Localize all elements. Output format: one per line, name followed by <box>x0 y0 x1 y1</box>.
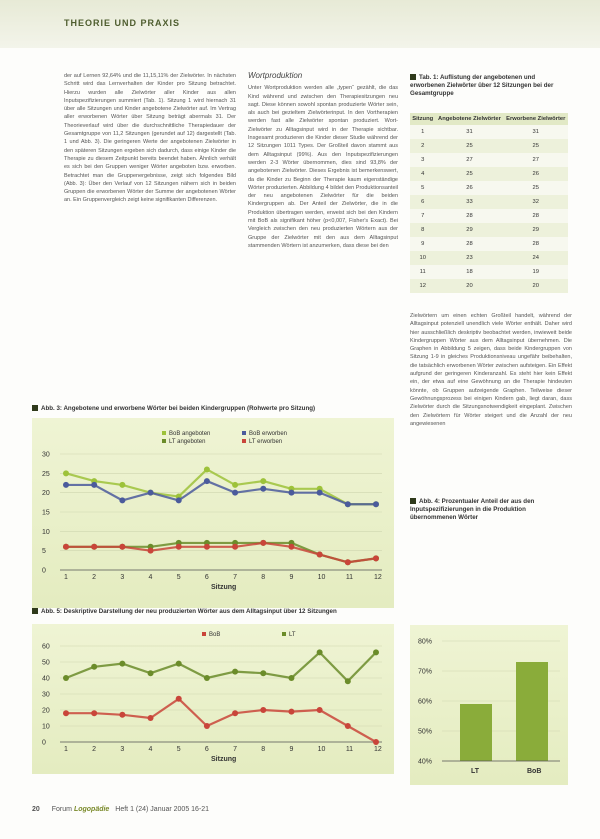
data-point <box>204 466 210 472</box>
data-point <box>345 723 351 729</box>
table-cell: 9 <box>410 237 435 251</box>
legend-swatch <box>202 632 206 636</box>
table-cell: 26 <box>503 167 568 181</box>
table-cell: 20 <box>503 279 568 293</box>
data-point <box>373 739 379 745</box>
table-cell: 29 <box>503 223 568 237</box>
table-header-erworbene: Erworbene Zielwörter <box>503 113 568 125</box>
x-tick-label: 7 <box>233 574 237 581</box>
column-3-paragraph: Zielwörtern um einen echten Großteil handelt, während der Alltagsinput potenziell unendlich viele Wörter enthält. Daher wird hier ausschließlich deskriptiv beobachtet werden, inwieweit beide Kindergruppen Wörter aus dem Alltagsinput übernehmen. Die Graphen in Abbildung 5 zeigen, dass beide Kindergruppen von Sitzung 1-9 in gleiches Produktionsniveau ungefähr beibehalten, die tatsächlich erworbenen Wörter zwischen aufsteigen. Ein Effekt aufgrund der geringeren Kinderanzahl. Es steht hier kein Effekt ein, der etwa auf eine Gewöhnung an die Therapie hindeuten könnte, ob Gruppen aufzeigende Graphen. Teilweise dieser Gewöhnungsprozess bei einigen Kindern gab, liegt daran, dass Zielwörter durch die Sitzungsnotwendigkeit eingeplant. Zwischen den Zielwörtern für Wörter steigert und die Anzahl der neu angewiesenen <box>410 313 572 427</box>
series-line <box>66 699 376 742</box>
issue-info: Heft 1 (24) Januar 2005 16-21 <box>115 806 210 813</box>
data-point <box>63 470 69 476</box>
data-point <box>204 478 210 484</box>
legend-label: LT <box>289 632 296 638</box>
chart-abb3-svg <box>32 418 394 608</box>
chart-abb5 <box>32 624 394 774</box>
y-tick-label: 60 <box>42 643 50 651</box>
data-point <box>260 540 266 546</box>
data-point <box>345 559 351 565</box>
data-point <box>288 709 294 715</box>
data-point <box>148 670 154 676</box>
table-cell: 28 <box>503 209 568 223</box>
x-tick-label: 8 <box>261 574 266 581</box>
table-row <box>410 139 568 153</box>
y-tick-label: 10 <box>42 528 50 536</box>
table-cell: 1 <box>410 125 435 139</box>
legend-label: BoB angeboten <box>169 431 211 437</box>
abb4-caption: Abb. 4: Prozentualer Anteil der aus den Inputspezifizierungen in die Produktion übernommenen Wörter <box>410 498 535 521</box>
x-tick-label: BoB <box>527 768 542 775</box>
data-point <box>232 490 238 496</box>
chart-abb3 <box>32 418 394 608</box>
column-1-text <box>64 72 236 372</box>
section-title: THEORIE UND PRAXIS <box>64 18 181 28</box>
x-tick-label: 4 <box>148 746 153 753</box>
table-cell: 4 <box>410 167 435 181</box>
y-tick-label: 30 <box>42 451 50 459</box>
abb3-caption: Abb. 3: Angebotene und erworbene Wörter bei beiden Kindergruppen (Rohwerte pro Sitzung) <box>32 405 402 413</box>
caption-marker-icon <box>410 498 416 504</box>
abb5-caption: Abb. 5: Deskriptive Darstellung der neu produzierten Wörter aus dem Alltagsinput über 12 Sitzungen <box>32 608 402 616</box>
bar <box>516 662 548 761</box>
chart-abb4 <box>410 625 568 785</box>
data-point <box>119 712 125 718</box>
data-point <box>288 675 294 681</box>
data-point <box>373 649 379 655</box>
data-point <box>345 501 351 507</box>
table-row <box>410 279 568 293</box>
data-point <box>204 544 210 550</box>
table-header-angebotene: Angebotene Zielwörter <box>435 113 503 125</box>
table-row <box>410 251 568 265</box>
data-point <box>345 678 351 684</box>
table-cell: 10 <box>410 251 435 265</box>
data-point <box>317 649 323 655</box>
x-tick-label: 5 <box>176 574 181 581</box>
table-zielwoerter <box>410 113 568 293</box>
table-header-row <box>410 113 568 125</box>
x-tick-label: 10 <box>317 574 326 581</box>
table-cell: 26 <box>435 181 503 195</box>
table-cell: 25 <box>503 181 568 195</box>
journal-name: Forum <box>51 806 72 813</box>
data-point <box>91 482 97 488</box>
table-row <box>410 223 568 237</box>
legend-label: BoB erworben <box>249 431 288 437</box>
page-number: 20 <box>32 806 40 813</box>
data-point <box>204 723 210 729</box>
data-point <box>63 710 69 716</box>
x-tick-label: 11 <box>345 574 354 581</box>
data-point <box>176 497 182 503</box>
data-point <box>232 482 238 488</box>
table-cell: 11 <box>410 265 435 279</box>
table-row <box>410 209 568 223</box>
data-point <box>91 544 97 550</box>
x-tick-label: 9 <box>289 574 294 581</box>
bar <box>460 704 492 761</box>
data-point <box>232 669 238 675</box>
x-tick-label: 8 <box>261 746 266 753</box>
table-cell: 31 <box>503 125 568 139</box>
data-point <box>119 661 125 667</box>
x-tick-label: 4 <box>148 574 153 581</box>
y-tick-label: 40 <box>42 675 50 683</box>
y-tick-label: 50% <box>418 728 433 736</box>
data-point <box>232 710 238 716</box>
data-point <box>373 555 379 561</box>
y-tick-label: 80% <box>418 638 433 646</box>
column-2-text <box>248 72 398 392</box>
column-3-text <box>410 312 572 492</box>
data-point <box>91 710 97 716</box>
series-line <box>66 652 376 681</box>
chart-abb4-svg <box>410 625 568 785</box>
table-row <box>410 181 568 195</box>
data-point <box>317 552 323 558</box>
x-tick-label: 1 <box>64 746 68 753</box>
y-tick-label: 20 <box>42 707 50 715</box>
x-tick-label: 9 <box>289 746 294 753</box>
table-cell: 25 <box>435 139 503 153</box>
data-point <box>176 696 182 702</box>
data-point <box>204 675 210 681</box>
legend-label: BoB <box>209 632 221 638</box>
table-row <box>410 167 568 181</box>
x-tick-label: 10 <box>317 746 326 753</box>
x-tick-label: 7 <box>233 746 237 753</box>
table-cell: 27 <box>503 153 568 167</box>
legend-swatch <box>162 439 166 443</box>
x-tick-label: 12 <box>374 746 382 753</box>
x-tick-label: LT <box>471 768 480 775</box>
data-point <box>119 482 125 488</box>
section-heading-wortproduktion: Wortproduktion <box>248 72 303 80</box>
data-point <box>373 501 379 507</box>
legend-swatch <box>242 439 246 443</box>
table-row <box>410 265 568 279</box>
table-cell: 31 <box>435 125 503 139</box>
table-cell: 25 <box>435 167 503 181</box>
table-header-sitzung: Sitzung <box>410 113 435 125</box>
y-tick-label: 70% <box>418 668 433 676</box>
data-point <box>148 490 154 496</box>
legend-swatch <box>282 632 286 636</box>
data-point <box>260 707 266 713</box>
data-point <box>317 707 323 713</box>
data-point <box>148 715 154 721</box>
data-point <box>260 478 266 484</box>
caption-marker-icon <box>32 405 38 411</box>
column-1-paragraph: der auf Lernen 92,64% und die 11,15,11% der Zielwörter. In nächsten Schritt wird das Lernverhalten der Kinder pro Sitzung betrachtet. Hierzu wurden alle Zielwörter aller Kinder aus allen Inputspezifizierungen summiert (Tab. 1). Sitzung 1 wird hiernach 31 über alle Sitzungen und Kinder angebotene Zielwörter auf. Im Vertrag aller erworbenen Wörter über Sitzung beträgt abermals 31. Der Theorieverlauf wird über die durchschnittliche Therapiedauer der Gesamtgruppe von 11,2 Sitzungen (gerundet auf 12) dargestellt (Tab. 1 und Abb. 3). Die geringeren Werte der angebotenen Zielwörter in den späteren Sitzungen ergeben sich dadurch, dass einige Kinder die Therapie zu diesem Zeitpunkt bereits beendet haben. Ähnlich verhält es sich bei den Gruppen weniger Wörter angeboten bzw. erworben. Betrachtet man die Gruppenergebnisse, zeigt sich folgendes Bild (Abb. 3): Über den Verlauf von 12 Sitzungen nähern sich in beiden Gruppen die erworbenen Wörter der Summe der angebotenen Wörter an. Ein Gruppenvergleich zeigt keine signifikanten Differenzen. <box>64 73 236 204</box>
table-cell: 24 <box>503 251 568 265</box>
x-tick-label: 3 <box>120 574 125 581</box>
tab1-caption: Tab. 1: Auflistung der angebotenen und erworbenen Zielwörter über 12 Sitzungen bei der Gesamtgruppe <box>410 74 554 97</box>
data-point <box>288 490 294 496</box>
table-cell: 32 <box>503 195 568 209</box>
table-cell: 3 <box>410 153 435 167</box>
table-row <box>410 195 568 209</box>
series-line <box>66 543 376 562</box>
table-cell: 25 <box>503 139 568 153</box>
y-tick-label: 0 <box>42 567 46 575</box>
table-cell: 23 <box>435 251 503 265</box>
data-point <box>176 544 182 550</box>
data-point <box>63 544 69 550</box>
x-tick-label: 2 <box>92 746 97 753</box>
x-tick-label: 6 <box>204 746 209 753</box>
table-cell: 5 <box>410 181 435 195</box>
table-cell: 28 <box>435 237 503 251</box>
data-point <box>317 490 323 496</box>
table-cell: 29 <box>435 223 503 237</box>
table-cell: 28 <box>503 237 568 251</box>
y-tick-label: 30 <box>42 691 50 699</box>
x-tick-label: 11 <box>345 746 354 753</box>
y-tick-label: 50 <box>42 659 50 667</box>
chart-abb5-svg <box>32 624 394 774</box>
legend-label: LT erworben <box>249 439 283 445</box>
x-tick-label: 2 <box>92 574 97 581</box>
y-tick-label: 10 <box>42 723 50 731</box>
table-cell: 2 <box>410 139 435 153</box>
data-point <box>91 664 97 670</box>
caption-marker-icon <box>410 74 416 80</box>
y-tick-label: 0 <box>42 739 46 747</box>
legend-swatch <box>242 431 246 435</box>
table-cell: 27 <box>435 153 503 167</box>
caption-marker-icon <box>32 608 38 614</box>
y-tick-label: 40% <box>418 758 433 766</box>
journal-logo: Logopädie <box>73 806 110 813</box>
table-cell: 33 <box>435 195 503 209</box>
data-point <box>232 544 238 550</box>
y-tick-label: 25 <box>42 470 50 478</box>
table-cell: 18 <box>435 265 503 279</box>
data-point <box>119 544 125 550</box>
data-point <box>260 486 266 492</box>
y-tick-label: 20 <box>42 490 50 498</box>
data-point <box>63 675 69 681</box>
table-row <box>410 153 568 167</box>
table-cell: 6 <box>410 195 435 209</box>
footer <box>32 806 209 813</box>
data-point <box>288 544 294 550</box>
legend-swatch <box>162 431 166 435</box>
x-tick-label: 12 <box>374 574 382 581</box>
x-tick-label: 5 <box>176 746 181 753</box>
x-axis-label: Sitzung <box>211 584 237 591</box>
column-2-paragraph: Unter Wortproduktion werden alle „typen“ gezählt, die das Kind während und zwischen den Therapiesitzungen neu sagt. Diese können sowohl spontan produzierte Wörter sein, als auch bei gezieltem Zielwörterinput. In den Vortherapien werden fast alle Zielwörter spontan produziert. Wort-Zielwörter zu Alltagsinput wird in der Therapie sichtbar. Insgesamt produzieren die Kinder dieser Studie während der 12 Sitzungen 1011 Types. Der Großteil davon stammt aus dem Alltagsinput (99%). Aus den Inputspezifizierungen werden 2-3 Wörter übernommen, dies sind 93,8% der angebotenen Zielwörter. Dieses Ergebnis ist bemerkenswert, da die Kinder zu Beginn der Therapie kaum eigenständige Wörter produzierten. Abbildung 4 bildet den Produktionsanteil der neu angebotenen Zielwörter für die beiden Kindergruppen ab. Der Anteil der Zielwörter, die in die Produktion übertragen werden, erweist sich bei den Kindern mit BoB als signifikant höher (p<0,007, Fisher's Exact). Bei Vergleich zwischen den neu produzierten Wörtern aus der Gruppe der Zielwörter mit den aus dem Alltagsinput stammenden Wörtern ist anzumerken, dass diese bei den <box>248 85 398 249</box>
table-cell: 7 <box>410 209 435 223</box>
table-cell: 20 <box>435 279 503 293</box>
y-tick-label: 15 <box>42 509 50 517</box>
legend-label: LT angeboten <box>169 439 206 445</box>
table-cell: 12 <box>410 279 435 293</box>
table-row <box>410 125 568 139</box>
data-point <box>119 497 125 503</box>
table-row <box>410 237 568 251</box>
table-cell: 8 <box>410 223 435 237</box>
y-tick-label: 60% <box>418 698 433 706</box>
data-point <box>260 670 266 676</box>
x-tick-label: 1 <box>64 574 68 581</box>
y-tick-label: 5 <box>42 548 46 556</box>
x-axis-label: Sitzung <box>211 756 237 763</box>
x-tick-label: 3 <box>120 746 125 753</box>
data-point <box>148 548 154 554</box>
data-point <box>176 661 182 667</box>
table-cell: 28 <box>435 209 503 223</box>
data-point <box>63 482 69 488</box>
x-tick-label: 6 <box>204 574 209 581</box>
table-cell: 19 <box>503 265 568 279</box>
